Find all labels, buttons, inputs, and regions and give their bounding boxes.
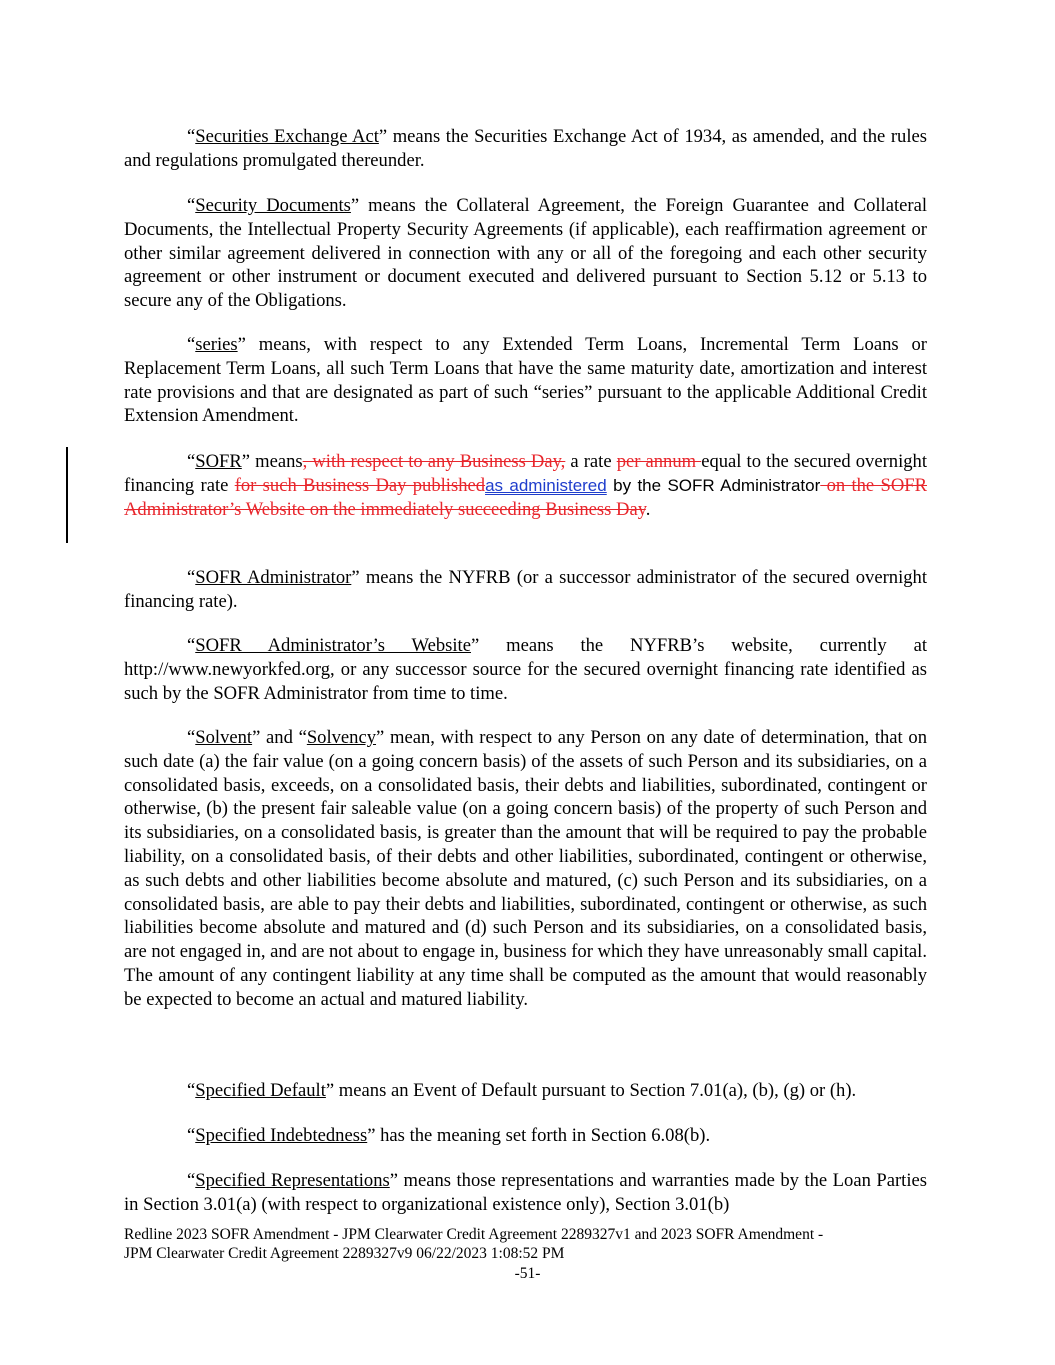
definition-text: means the Securities Exchange Act of 1934, as amended, and the rules and regulations promulgated thereunder. [124,126,927,171]
defined-term: SOFR [195,451,242,472]
deleted-text: , with respect to any Business Day, [302,451,566,472]
definition-specified-default: “Specified Default” means an Event of Default pursuant to Section 7.01(a), (b), (g) or (h). [187,1080,857,1101]
defined-term: Specified Representations [195,1170,390,1191]
defined-term: SOFR Administrator [195,567,352,588]
defined-term: SOFR Administrator’s Website [195,635,471,656]
deleted-text: on the SOFR Administrator’s Website on the immediately succeeding Business Day [124,474,927,520]
definition-text: a rate [565,451,617,472]
definition-text: means the Collateral Agreement, the Foreign Guarantee and Collateral Documents, the Intellectual Property Security Agreements (if applicable), each reaffirmation agreement or other similar agreement delivered in connection with any or all of the foregoing and each other security agreement or other instrument or document executed and delivered pursuant to Section 5.12 or 5.13 to secure any of the Obligations. [124,195,927,312]
definition-specified-representations: “Specified Representations” means those representations and warranties made by the Loan Parties in Section 3.01(a) (with respect to organizational existence only), Section 3.01(b) [124,1170,927,1215]
definition-text: means the NYFRB’s website, currently at http://www.newyorkfed.org, or any successor source for the secured overnight financing rate identified as such by the SOFR Administrator from time to time. [124,635,927,704]
definition-securities-exchange-act: “Securities Exchange Act” means the Securities Exchange Act of 1934, as amended, and the rules and regulations promulgated thereunder. [124,126,927,171]
definition-specified-indebtedness: “Specified Indebtedness” has the meaning set forth in Section 6.08(b). [187,1125,711,1146]
definition-series: “series” means, with respect to any Extended Term Loans, Incremental Term Loans or Replacement Term Loans, all such Term Loans that have the same maturity date, amortization and interest rate provisions and that are designated as part of such “series” pursuant to the applicable Additional Credit Extension Amendment. [124,334,927,427]
change-bar [66,447,68,543]
definition-text: means [250,451,303,472]
deleted-text: for such Business Day published [234,474,486,496]
inserted-text: as administered [485,475,607,495]
footer-line: Redline 2023 SOFR Amendment - JPM Clearwater Credit Agreement 2289327v1 and 2023 SOFR Amendment - [124,1226,824,1243]
defined-term: Solvent [195,727,253,748]
definition-text: means, with respect to any Extended Term Loans, Incremental Term Loans or Replacement Term Loans, all such Term Loans that have the same maturity date, amortization and interest rate provisions and that are designated as part of such “series” pursuant to the applicable Additional Credit Extension Amendment. [124,334,927,427]
defined-term: series [195,334,238,355]
definition-sofr-administrator: “SOFR Administrator” means the NYFRB (or a successor administrator of the secured overnight financing rate). [124,567,927,612]
definition-sofr: “SOFR” means, with respect to any Business Day, a rate per annum equal to the secured overnight financing rate for such Business Day publishedas administered by the SOFR Administrator on the SOFR Administrator’s Website on the immediately succeeding Business Day. [124,451,928,520]
page-footer [124,1225,924,1263]
definition-solvent: “Solvent” and “Solvency” mean, with respect to any Person on any date of determination, that on such date (a) the fair value (on a going concern basis) of the assets of such Person and its subsidiaries, on a consolidated basis, exceeds, on a consolidated basis, their debts and liabilities, subordinated, contingent or otherwise, (b) the present fair saleable value (on a going concern basis) of the property of such Person and its subsidiaries, on a consolidated basis, is greater than the amount that will be required to pay the probable liability, on a consolidated basis, of their debts and other liabilities, subordinated, contingent or otherwise, as such debts and other liabilities become absolute and matured, (c) such Person and its subsidiaries, on a consolidated basis, are able to pay their debts and liabilities, subordinated, contingent or otherwise, as such liabilities become absolute and matured and (d) such Person and its subsidiaries, on a consolidated basis, are not engaged in, and are not about to engage in, business for which they have unreasonably small capital. The amount of any contingent liability at any time shall be computed as the amount that would reasonably be expected to become an actual and matured liability. [124,727,927,1010]
definition-text: means those representations and warranties made by the Loan Parties in Section 3.01(a) (with respect to organizational existence only), Section 3.01(b) [124,1170,927,1215]
definition-text: and “ [260,727,307,748]
defined-term: Specified Default [195,1080,326,1101]
defined-term: Specified Indebtedness [195,1125,368,1146]
defined-term: Securities Exchange Act [195,126,379,147]
defined-term: Solvency [306,727,377,748]
definition-text: mean, with respect to any Person on any date of determination, that on such date (a) the fair value (on a going concern basis) of the assets of such Person and its subsidiaries, on a consolidated basis, exceeds, on a consolidated basis, their debts and liabilities, subordinated, contingent or otherwise, (b) the present fair saleable value (on a going concern basis) of the property of such Person and its subsidiaries, on a consolidated basis, is greater than the amount that will be required to pay the probable liability, on a consolidated basis, of their debts and other liabilities, subordinated, contingent or otherwise, as such debts and other liabilities become absolute and matured, (c) such Person and its subsidiaries, on a consolidated basis, are able to pay their debts and liabilities, subordinated, contingent or otherwise, as such liabilities become absolute and matured and (d) such Person and its subsidiaries, on a consolidated basis, are not engaged in, and are not about to engage in, business for which they have unreasonably small capital. The amount of any contingent liability at any time shall be computed as the amount that would reasonably be expected to become an actual and matured liability. [124,727,927,1010]
footer-line: JPM Clearwater Credit Agreement 2289327v9 06/22/2023 1:08:52 PM [124,1245,565,1262]
page-number: -51- [514,1265,541,1282]
definition-text: means an Event of Default pursuant to Section 7.01(a), (b), (g) or (h). [334,1080,857,1101]
definition-sofr-administrators-website: “SOFR Administrator’s Website” means the NYFRB’s website, currently at http://www.newyorkfed.org, or any successor source for the secured overnight financing rate identified as such by the SOFR Administrator from time to time. [124,635,927,704]
definition-text: has the meaning set forth in Section 6.08(b). [375,1125,711,1146]
definition-text: . [645,498,651,520]
defined-term: Security Documents [195,195,351,216]
deleted-text: per annum [616,451,702,472]
definition-text: equal to the secured overnight financing rate [124,451,928,496]
definition-text: means the NYFRB (or a successor administrator of the secured overnight financing rate). [124,567,927,612]
definition-security-documents: “Security Documents” means the Collateral Agreement, the Foreign Guarantee and Collateral Documents, the Intellectual Property Security Agreements (if applicable), each reaffirmation agreement or other similar agreement delivered in connection with any or all of the foregoing and each other security agreement or other instrument or document executed and delivered pursuant to Section 5.12 or 5.13 to secure any of the Obligations. [124,195,927,312]
definition-text: by the SOFR Administrator [606,475,821,495]
